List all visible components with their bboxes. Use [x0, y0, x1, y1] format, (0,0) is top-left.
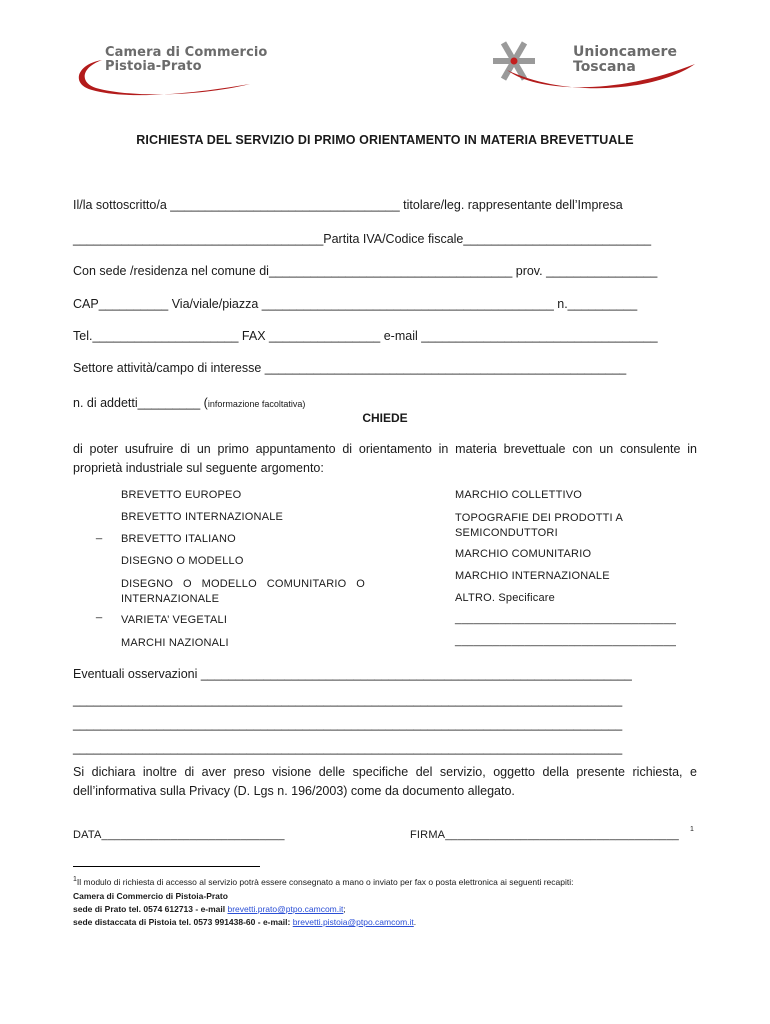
observations-label[interactable]: Eventuali osservazioni ______________________________________________________________	[73, 667, 632, 681]
form-row-contatti[interactable]: Tel._____________________ FAX ________________ e-mail __________________________________	[73, 329, 658, 343]
form-row-partita-iva[interactable]: ____________________________________Partita IVA/Codice fiscale___________________________	[73, 232, 652, 246]
footnote-text	[73, 876, 573, 887]
addetti-label: n. di addetti_________ (	[73, 396, 208, 410]
option-varieta-vegetali[interactable]: VARIETA’ VEGETALI	[121, 614, 228, 626]
logo-left-line2: Pistoia-Prato	[105, 59, 202, 74]
observations-line-1[interactable]: _______________________________________________________________________________	[73, 693, 623, 707]
form-row-sede[interactable]: Con sede /residenza nel comune di___________________________________ prov. ________________	[73, 264, 658, 278]
prato-end: ;	[343, 904, 346, 914]
option-disegno-modello[interactable]: DISEGNO O MODELLO	[121, 555, 244, 567]
altro-field-2[interactable]: ___________________________________	[455, 635, 677, 647]
footnote-body: Il modulo di richiesta di accesso al servizio potrà essere consegnato a mano o inviato per fax o posta elettronica ai seguenti recapiti:	[76, 876, 574, 887]
footnote-divider	[73, 866, 260, 867]
footnote-prato	[73, 904, 346, 914]
option-marchio-collettivo[interactable]: MARCHIO COLLETTIVO	[455, 489, 583, 501]
prato-contact: sede di Prato tel. 0574 612713 - e-mail	[73, 904, 228, 914]
request-paragraph: di poter usufruire di un primo appuntamento di orientamento in materia brevettuale con un consulente in proprietà industriale sul seguente argomento:	[73, 442, 697, 475]
footnote-pistoia	[73, 917, 416, 927]
addetti-note: informazione facoltativa)	[207, 399, 306, 409]
pistoia-email-link[interactable]: brevetti.pistoia@ptpo.camcom.it	[292, 917, 414, 927]
document-title: RICHIESTA DEL SERVIZIO DI PRIMO ORIENTAMENTO IN MATERIA BREVETTUALE	[136, 133, 634, 147]
declaration-paragraph: Si dichiara inoltre di aver preso visione delle specifiche del servizio, oggetto della presente richiesta, e dell’informativa sulla Privacy (D. Lgs n. 196/2003) come da documento allegato.	[73, 765, 697, 798]
checkbox-dash-icon: _	[96, 607, 103, 619]
footnote-org	[73, 891, 228, 901]
option-brevetto-europeo[interactable]: BREVETTO EUROPEO	[121, 489, 242, 501]
option-altro[interactable]: ALTRO. Specificare	[455, 592, 555, 604]
logo-left-line1: Camera di Commercio	[105, 45, 268, 60]
option-marchi-nazionali[interactable]: MARCHI NAZIONALI	[121, 637, 229, 649]
observations-line-3[interactable]: _______________________________________________________________________________	[73, 741, 623, 755]
firma-footnote-mark: 1	[690, 826, 695, 833]
option-topografie[interactable]: TOPOGRAFIE DEI PRODOTTI A SEMICONDUTTORI	[455, 512, 623, 539]
footnote-mark: 1	[73, 876, 77, 883]
footnote-org-name: Camera di Commercio di Pistoia-Prato	[73, 891, 228, 901]
firma-field[interactable]: FIRMA_____________________________________	[410, 829, 679, 841]
chiede-heading: CHIEDE	[362, 411, 408, 425]
data-field[interactable]: DATA_____________________________	[73, 829, 285, 841]
logo-right-line2: Toscana	[573, 59, 636, 75]
form-row-addetti[interactable]	[73, 396, 305, 410]
pistoia-end: .	[413, 917, 417, 927]
altro-field-1[interactable]: ___________________________________	[455, 613, 677, 625]
option-brevetto-internazionale[interactable]: BREVETTO INTERNAZIONALE	[121, 511, 284, 523]
pistoia-contact: sede distaccata di Pistoia tel. 0573 991438-60 - e-mail:	[73, 917, 293, 927]
option-brevetto-italiano[interactable]: BREVETTO ITALIANO	[121, 533, 236, 545]
prato-email-link[interactable]: brevetti.prato@ptpo.camcom.it	[227, 904, 344, 914]
checkbox-dash-icon: _	[96, 528, 103, 540]
option-marchio-internazionale[interactable]: MARCHIO INTERNAZIONALE	[455, 570, 610, 582]
option-marchio-comunitario[interactable]: MARCHIO COMUNITARIO	[455, 548, 592, 560]
option-disegno-comunitario[interactable]: DISEGNO O MODELLO COMUNITARIO O INTERNAZIONALE	[121, 578, 365, 605]
form-row-sottoscritto[interactable]: Il/la sottoscritto/a _________________________________ titolare/leg. rappresentante dell’Impresa	[73, 198, 623, 212]
form-row-indirizzo[interactable]: CAP__________ Via/viale/piazza __________________________________________ n.__________	[73, 297, 638, 311]
form-row-settore[interactable]: Settore attività/campo di interesse ____________________________________________________	[73, 361, 627, 375]
observations-line-2[interactable]: _______________________________________________________________________________	[73, 717, 623, 731]
logo-right-line1: Unioncamere	[573, 44, 677, 60]
